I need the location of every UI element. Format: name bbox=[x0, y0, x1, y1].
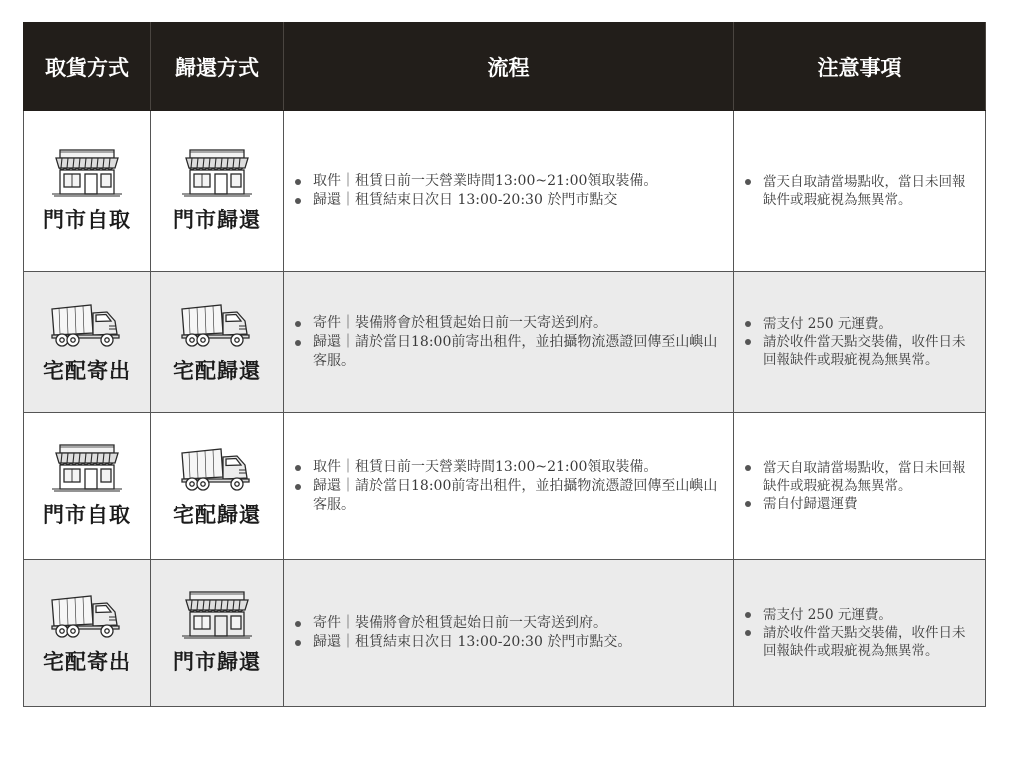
list-item: 歸還｜請於當日18:00前寄出租件，並拍攝物流憑證回傳至山嶼山客服。 bbox=[292, 477, 725, 515]
list-item: 當天自取請當場點收，當日未回報缺件或瑕疵視為無異常。 bbox=[742, 173, 977, 209]
process-list bbox=[284, 314, 733, 371]
process-cell bbox=[284, 413, 734, 560]
return-cell bbox=[151, 272, 284, 413]
pickup-method-label: 宅配寄出 bbox=[43, 649, 131, 674]
pickup-cell bbox=[24, 272, 151, 413]
list-item: 需自付歸還運費 bbox=[742, 495, 977, 513]
list-item: 寄件｜裝備將會於租賃起始日前一天寄送到府。 bbox=[292, 614, 725, 633]
process-cell bbox=[284, 560, 734, 707]
list-item: 當天自取請當場點收，當日未回報缺件或瑕疵視為無異常。 bbox=[742, 459, 977, 495]
notes-list bbox=[734, 459, 985, 513]
notes-cell bbox=[734, 111, 986, 272]
table-row bbox=[24, 111, 986, 272]
pickup-method-label: 門市自取 bbox=[43, 207, 131, 232]
header-notes: 注意事項 bbox=[734, 23, 986, 111]
pickup-cell bbox=[24, 413, 151, 560]
delivery-truck-icon bbox=[179, 443, 255, 493]
pickup-cell bbox=[24, 111, 151, 272]
delivery-truck-icon bbox=[49, 590, 125, 640]
notes-list bbox=[734, 315, 985, 369]
return-cell bbox=[151, 111, 284, 272]
list-item: 需支付 250 元運費。 bbox=[742, 315, 977, 333]
list-item: 歸還｜租賃結束日次日 13:00-20:30 於門市點交 bbox=[292, 191, 725, 210]
list-item: 取件｜租賃日前一天營業時間13:00~21:00領取裝備。 bbox=[292, 172, 725, 191]
return-method-label: 宅配歸還 bbox=[173, 502, 261, 527]
list-item: 寄件｜裝備將會於租賃起始日前一天寄送到府。 bbox=[292, 314, 725, 333]
pickup-cell bbox=[24, 560, 151, 707]
header-pickup-method: 取貨方式 bbox=[24, 23, 151, 111]
delivery-truck-icon bbox=[179, 299, 255, 349]
return-method-label: 門市歸還 bbox=[173, 649, 261, 674]
table-row bbox=[24, 413, 986, 560]
process-list bbox=[284, 172, 733, 210]
storefront-icon bbox=[179, 148, 255, 198]
notes-cell bbox=[734, 413, 986, 560]
list-item: 請於收件當天點交裝備，收件日未回報缺件或瑕疵視為無異常。 bbox=[742, 624, 977, 660]
notes-cell bbox=[734, 272, 986, 413]
list-item: 歸還｜請於當日18:00前寄出租件，並拍攝物流憑證回傳至山嶼山客服。 bbox=[292, 333, 725, 371]
storefront-icon bbox=[49, 443, 125, 493]
header-return-method: 歸還方式 bbox=[151, 23, 284, 111]
storefront-icon bbox=[49, 148, 125, 198]
process-list bbox=[284, 614, 733, 652]
list-item: 歸還｜租賃結束日次日 13:00-20:30 於門市點交。 bbox=[292, 633, 725, 652]
table-header-row bbox=[24, 23, 986, 111]
header-process: 流程 bbox=[284, 23, 734, 111]
notes-cell bbox=[734, 560, 986, 707]
list-item: 請於收件當天點交裝備，收件日未回報缺件或瑕疵視為無異常。 bbox=[742, 333, 977, 369]
process-list bbox=[284, 458, 733, 515]
table-row bbox=[24, 272, 986, 413]
list-item: 取件｜租賃日前一天營業時間13:00~21:00領取裝備。 bbox=[292, 458, 725, 477]
list-item: 需支付 250 元運費。 bbox=[742, 606, 977, 624]
pickup-method-label: 宅配寄出 bbox=[43, 358, 131, 383]
notes-list bbox=[734, 173, 985, 209]
return-method-label: 門市歸還 bbox=[173, 207, 261, 232]
return-cell bbox=[151, 560, 284, 707]
process-cell bbox=[284, 272, 734, 413]
pickup-method-label: 門市自取 bbox=[43, 502, 131, 527]
storefront-icon bbox=[179, 590, 255, 640]
notes-list bbox=[734, 606, 985, 660]
return-method-label: 宅配歸還 bbox=[173, 358, 261, 383]
delivery-truck-icon bbox=[49, 299, 125, 349]
rental-methods-table bbox=[23, 22, 986, 707]
table-row bbox=[24, 560, 986, 707]
process-cell bbox=[284, 111, 734, 272]
return-cell bbox=[151, 413, 284, 560]
